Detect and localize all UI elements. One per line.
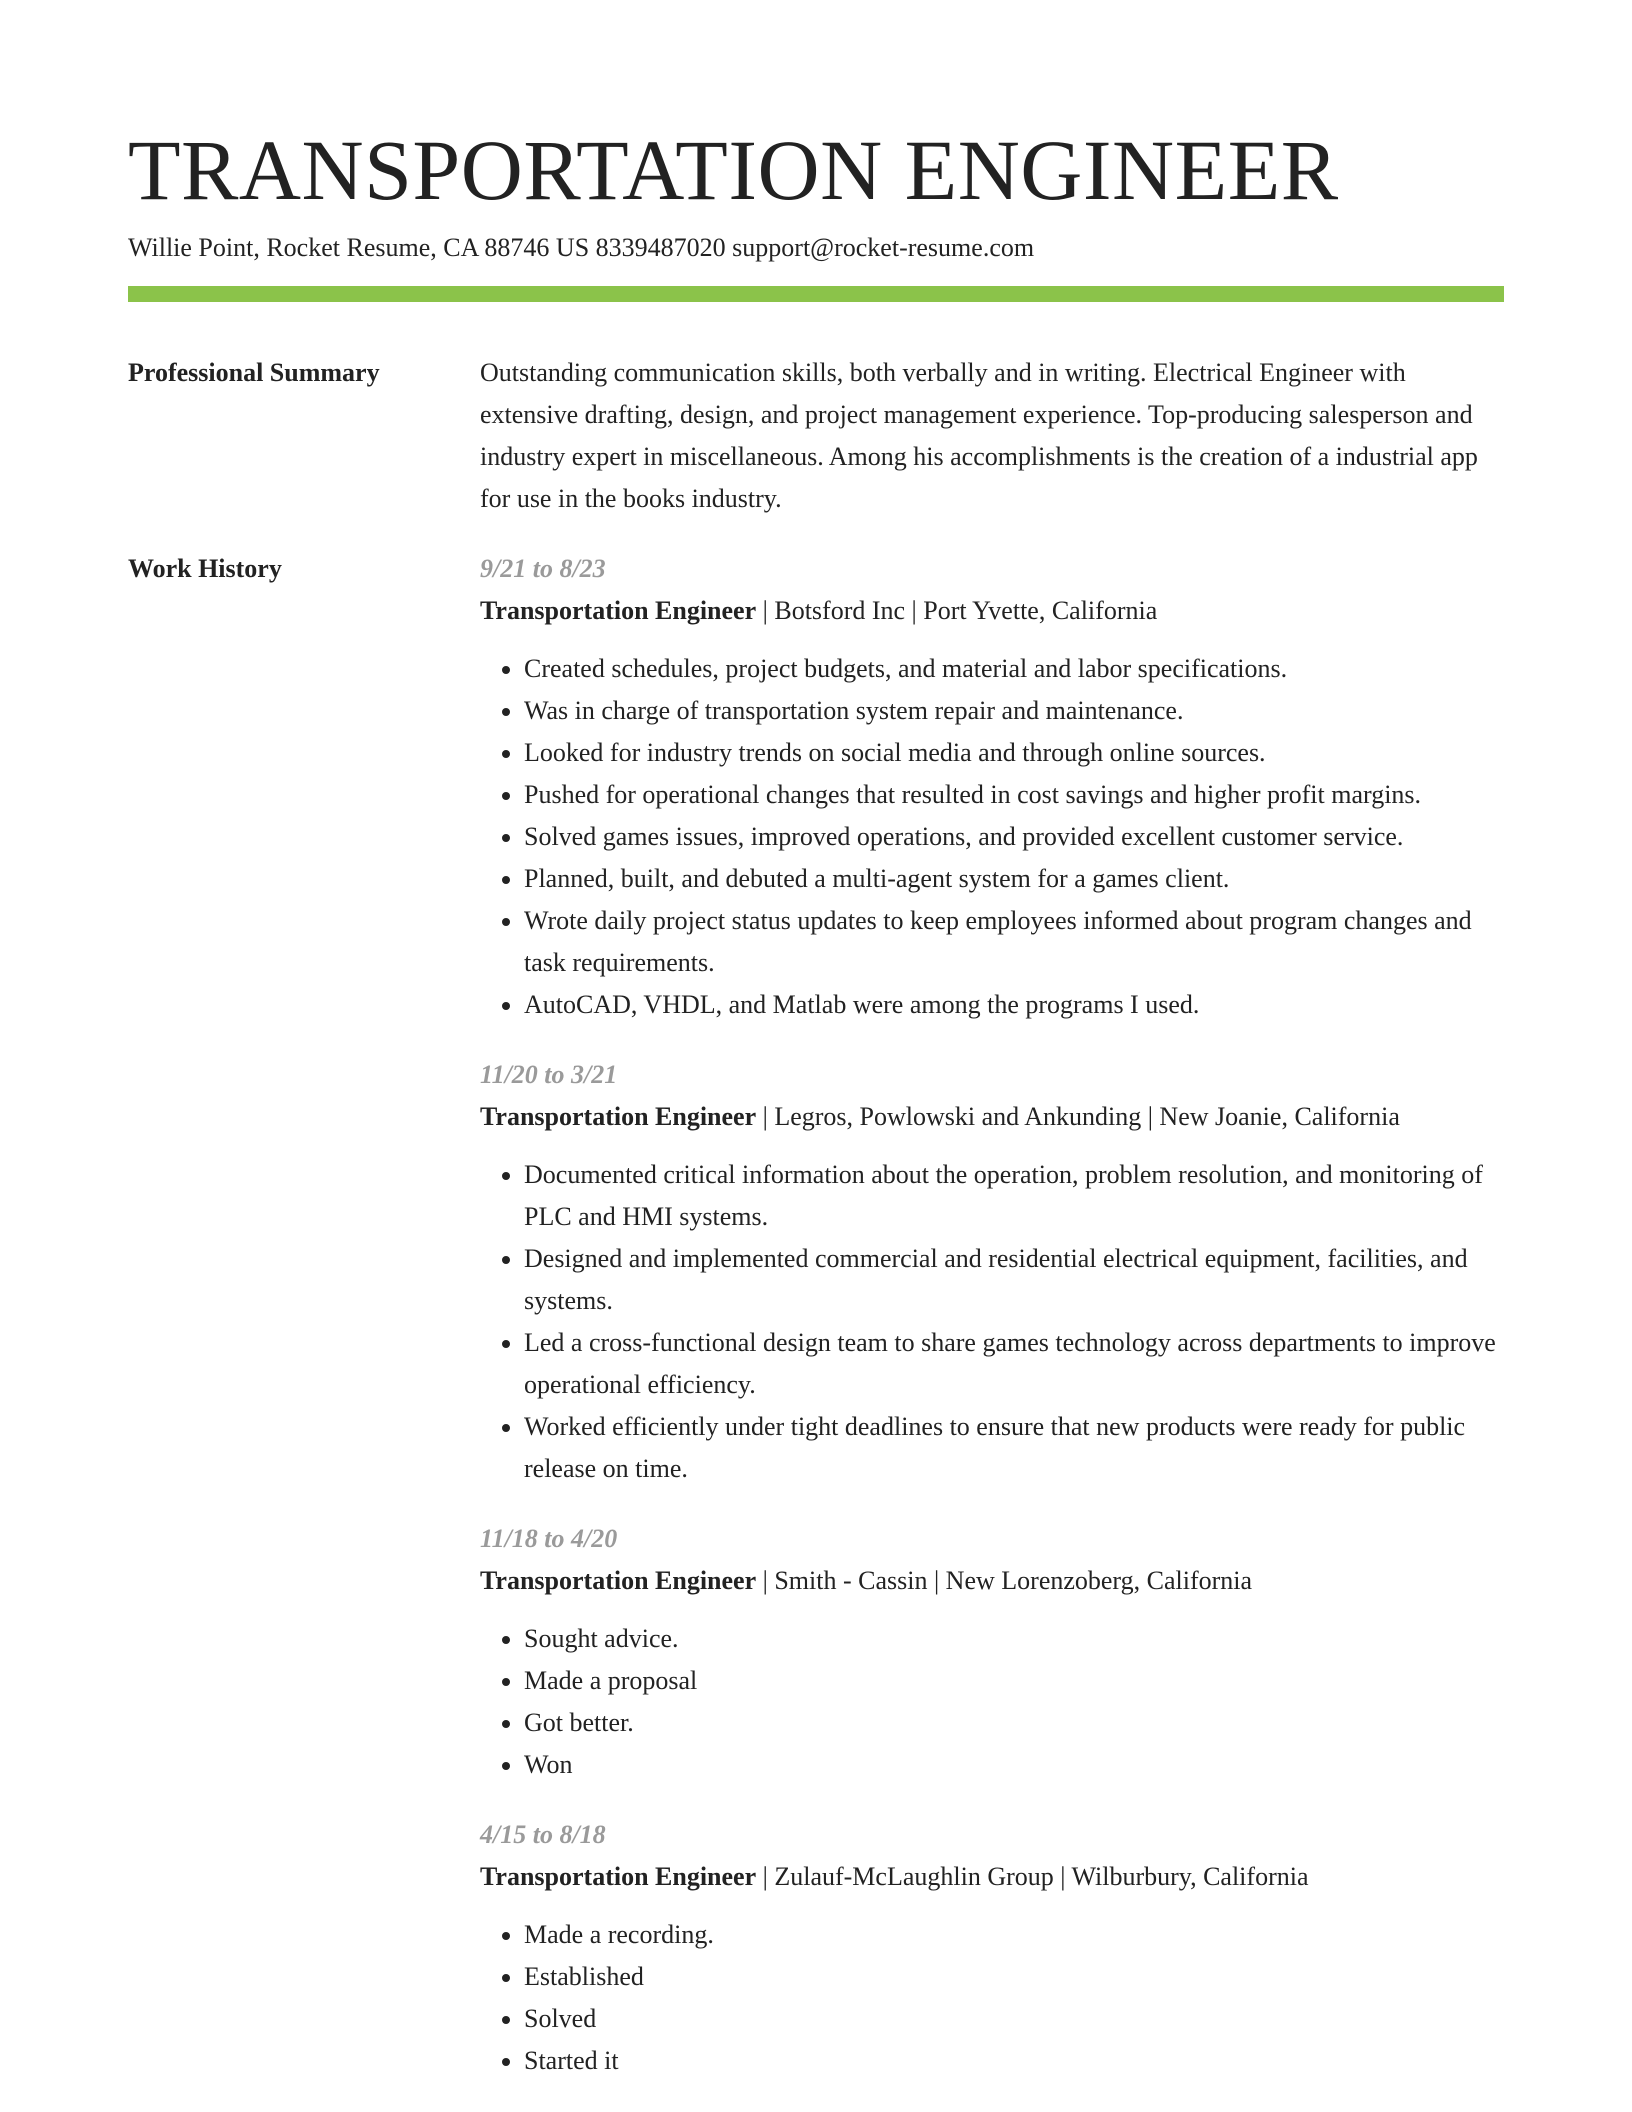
- duty-item: • Designed and implemented commercial and residential electrical equipment, facilities, and systems.: [524, 1238, 1504, 1322]
- duty-item: • Sought advice.: [524, 1618, 1504, 1660]
- work-history-list: [480, 548, 1504, 2110]
- job-dates: 9/21 to 8/23: [480, 554, 606, 583]
- duty-item: • Planned, built, and debuted a multi-agent system for a games client.: [524, 858, 1504, 900]
- job-dates: 11/18 to 4/20: [480, 1524, 618, 1553]
- section-label-work-history: Work History: [128, 554, 282, 583]
- job-title: Transportation Engineer: [480, 1862, 757, 1891]
- duty-item: • Pushed for operational changes that resulted in cost savings and higher profit margins.: [524, 774, 1504, 816]
- job-entry: [480, 1054, 1504, 1490]
- duty-item: • Wrote daily project status updates to keep employees informed about program changes and task requirements.: [524, 900, 1504, 984]
- duty-item: • Won: [524, 1744, 1504, 1786]
- job-entry: [480, 1518, 1504, 1786]
- job-dates: 4/15 to 8/18: [480, 1820, 606, 1849]
- professional-summary-section: [128, 352, 1504, 520]
- job-duties: [480, 1618, 1504, 1786]
- job-entry: [480, 548, 1504, 1026]
- duty-item: • Solved: [524, 1998, 1504, 2040]
- duty-item: • Made a recording.: [524, 1914, 1504, 1956]
- header-divider: [128, 286, 1504, 302]
- duty-item: • Created schedules, project budgets, and material and labor specifications.: [524, 648, 1504, 690]
- duty-item: • Established: [524, 1956, 1504, 1998]
- job-duties: [480, 1914, 1504, 2082]
- job-title: Transportation Engineer: [480, 1102, 757, 1131]
- duty-item: • Started it: [524, 2040, 1504, 2082]
- job-duties: [480, 648, 1504, 1026]
- job-heading: [480, 1560, 1504, 1602]
- resume-page: [128, 120, 1504, 2110]
- duty-item: • Led a cross-functional design team to share games technology across departments to improve operational efficiency.: [524, 1322, 1504, 1406]
- summary-text: Outstanding communication skills, both verbally and in writing. Electrical Engineer with extensive drafting, design, and project management experience. Top-producing salesperson and industry expert in miscellaneous. Among his accomplishments is the creation of a industrial app for use in the books industry.: [480, 358, 1478, 513]
- job-dates: 11/20 to 3/21: [480, 1060, 618, 1089]
- job-heading: [480, 590, 1504, 632]
- job-company-location: | Legros, Powlowski and Ankunding | New Joanie, California: [756, 1102, 1400, 1131]
- duty-item: • Worked efficiently under tight deadlines to ensure that new products were ready for public release on time.: [524, 1406, 1504, 1490]
- duty-item: • Was in charge of transportation system repair and maintenance.: [524, 690, 1504, 732]
- job-company-location: | Botsford Inc | Port Yvette, California: [756, 596, 1158, 625]
- duty-item: • Made a proposal: [524, 1660, 1504, 1702]
- section-label-summary: Professional Summary: [128, 358, 380, 387]
- duty-item: • AutoCAD, VHDL, and Matlab were among the programs I used.: [524, 984, 1504, 1026]
- contact-line: Willie Point, Rocket Resume, CA 88746 US 8339487020 support@rocket-resume.com: [128, 233, 1035, 262]
- duty-item: • Got better.: [524, 1702, 1504, 1744]
- work-history-section: [128, 548, 1504, 2110]
- job-heading: [480, 1096, 1504, 1138]
- duty-item: • Solved games issues, improved operations, and provided excellent customer service.: [524, 816, 1504, 858]
- job-entry: [480, 1814, 1504, 2082]
- duty-item: • Documented critical information about the operation, problem resolution, and monitoring of PLC and HMI systems.: [524, 1154, 1504, 1238]
- duty-item: • Looked for industry trends on social media and through online sources.: [524, 732, 1504, 774]
- job-company-location: | Zulauf-McLaughlin Group | Wilburbury, California: [756, 1862, 1309, 1891]
- job-heading: [480, 1856, 1504, 1898]
- job-company-location: | Smith - Cassin | New Lorenzoberg, California: [756, 1566, 1253, 1595]
- resume-title: TRANSPORTATION ENGINEER: [128, 122, 1339, 218]
- job-duties: [480, 1154, 1504, 1490]
- job-title: Transportation Engineer: [480, 596, 757, 625]
- job-title: Transportation Engineer: [480, 1566, 757, 1595]
